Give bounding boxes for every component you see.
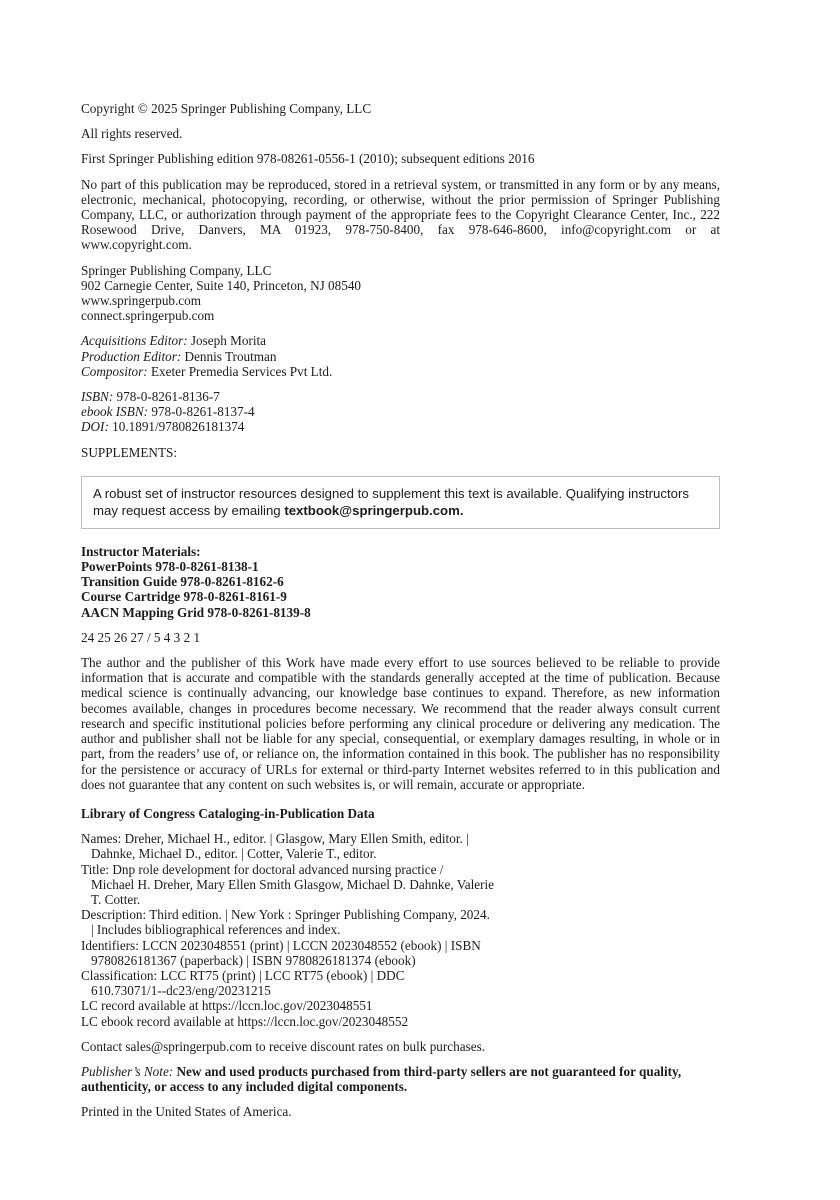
cip-entry-continuation: | Includes bibliographical references and index.: [91, 922, 341, 938]
cip-heading: Library of Congress Cataloging-in-Publication Data: [81, 805, 375, 821]
identifier-value: 978-0-8261-8136-7: [116, 389, 220, 405]
editor-name: Exeter Premedia Services Pvt Ltd.: [150, 363, 333, 379]
publisher-connect: connect.springerpub.com: [81, 308, 215, 324]
identifier-label: DOI:: [81, 419, 109, 435]
instructor-materials-heading: Instructor Materials:: [81, 543, 201, 559]
cip-entry-line: Title: Dnp role development for doctoral advanced nursing practice /: [81, 861, 444, 877]
publisher-name: Springer Publishing Company, LLC: [81, 262, 272, 278]
supplements-notice-text: A robust set of instructor resources designed to supplement this text is available. Qualifying instructors may request access by emailing: [93, 485, 689, 519]
cip-entry-line: Description: Third edition. | New York : Springer Publishing Company, 2024.: [81, 907, 490, 923]
copyright-line: Copyright © 2025 Springer Publishing Company, LLC: [81, 101, 372, 116]
reproduction-notice: No part of this publication may be reproduced, stored in a retrieval system, or transmitted in any form or by any means, electronic, mechanical, photocopying, recording, or otherwise, without the prior permission of Springer Publishing Company, LLC, or authorization through payment of the appropriate fees to the Copyright Clearance Center, Inc., 222 Rosewood Drive, Danvers, MA 01923, 978-750-8400, fax 978-646-8600, info@copyright.com or at www.copyright.com.: [81, 176, 720, 253]
supplements-notice-box: [81, 476, 720, 529]
cip-entry-line: Classification: LCC RT75 (print) | LCC RT75 (ebook) | DDC: [81, 967, 405, 983]
cip-entry-line: Identifiers: LCCN 2023048551 (print) | LCCN 2023048552 (ebook) | ISBN: [81, 937, 481, 953]
rights-line: All rights reserved.: [81, 126, 183, 142]
identifier-label: ebook ISBN:: [81, 404, 149, 420]
identifier-line: [81, 419, 720, 434]
printed-line: Printed in the United States of America.: [81, 1104, 292, 1120]
disclaimer: The author and the publisher of this Work have made every effort to use sources believed to be reliable to provide information that is accurate and compatible with the standards generally accepted at the time of publication. Because medical science is continually advancing, our knowledge base continues to expand. Therefore, as new information becomes available, changes in procedures become necessary. We recommend that the reader always consult current research and specific institutional policies before performing any clinical procedure or delivering any medication. The author and publisher shall not be liable for any special, consequential, or exemplary damages resulting, in whole or in part, from the readers’ use of, or reliance on, the information contained in this book. The publisher has no responsibility for the persistence or accuracy of URLs for external or third-party Internet websites referred to in this publication and does not guarantee that any content on such websites is, or will remain, accurate or appropriate.: [81, 655, 720, 792]
cip-entry-continuation: 9780826181367 (paperback) | ISBN 9780826181374 (ebook): [91, 952, 416, 968]
identifier-label: ISBN:: [81, 389, 114, 405]
editor-name: Joseph Morita: [190, 333, 266, 349]
cip-entry-continuation: Dahnke, Michael D., editor. | Cotter, Valerie T., editor.: [91, 846, 377, 862]
identifier-line: [81, 404, 720, 419]
contact-line: Contact sales@springerpub.com to receive discount rates on bulk purchases.: [81, 1038, 485, 1054]
editor-role: Production Editor:: [81, 348, 182, 364]
supplements-heading: SUPPLEMENTS:: [81, 444, 177, 460]
editor-role: Compositor:: [81, 363, 148, 379]
editor-role: Acquisitions Editor:: [81, 333, 188, 349]
editors-block: [81, 333, 720, 379]
identifier-line: [81, 389, 720, 404]
instructor-material-item: AACN Mapping Grid 978-0-8261-8139-8: [81, 604, 311, 620]
publisher-website: www.springerpub.com: [81, 293, 202, 309]
cip-entry-line: LC ebook record available at https://lccn.loc.gov/2023048552: [81, 1013, 409, 1029]
instructor-materials: [81, 544, 720, 620]
cip-entry-continuation: 610.73071/1--dc23/eng/20231215: [91, 983, 271, 999]
publishers-note-text: New and used products purchased from third-party sellers are not guaranteed for quality, authenticity, or access to any included digital components.: [81, 1063, 682, 1095]
cip-entry-line: LC record available at https://lccn.loc.gov/2023048551: [81, 998, 373, 1014]
cip-entry-continuation: Michael H. Dreher, Mary Ellen Smith Glasgow, Michael D. Dahnke, Valerie: [91, 876, 495, 892]
cip-data: [81, 831, 720, 1029]
instructor-material-item: PowerPoints 978-0-8261-8138-1: [81, 559, 259, 575]
editor-line: [81, 364, 720, 379]
instructor-material-item: Course Cartridge 978-0-8261-8161-9: [81, 589, 287, 605]
publisher-block: [81, 263, 720, 324]
publishers-note-label: Publisher’s Note:: [81, 1063, 174, 1079]
editor-line: [81, 333, 720, 348]
editor-line: [81, 349, 720, 364]
identifier-value: 978-0-8261-8137-4: [151, 404, 255, 420]
instructor-material-item: Transition Guide 978-0-8261-8162-6: [81, 574, 284, 590]
publisher-address: 902 Carnegie Center, Suite 140, Princeton, NJ 08540: [81, 277, 362, 293]
first-edition-line: First Springer Publishing edition 978-08261-0556-1 (2010); subsequent editions 2016: [81, 151, 535, 167]
publishers-note: [81, 1064, 720, 1094]
identifier-value: 10.1891/9780826181374: [112, 419, 245, 435]
identifiers-block: [81, 389, 720, 435]
editor-name: Dennis Troutman: [184, 348, 277, 364]
print-line: 24 25 26 27 / 5 4 3 2 1: [81, 629, 201, 645]
cip-entry-line: Names: Dreher, Michael H., editor. | Glasgow, Mary Ellen Smith, editor. |: [81, 831, 469, 847]
cip-entry-continuation: T. Cotter.: [91, 891, 141, 907]
supplements-email: textbook@springerpub.com.: [284, 503, 464, 519]
